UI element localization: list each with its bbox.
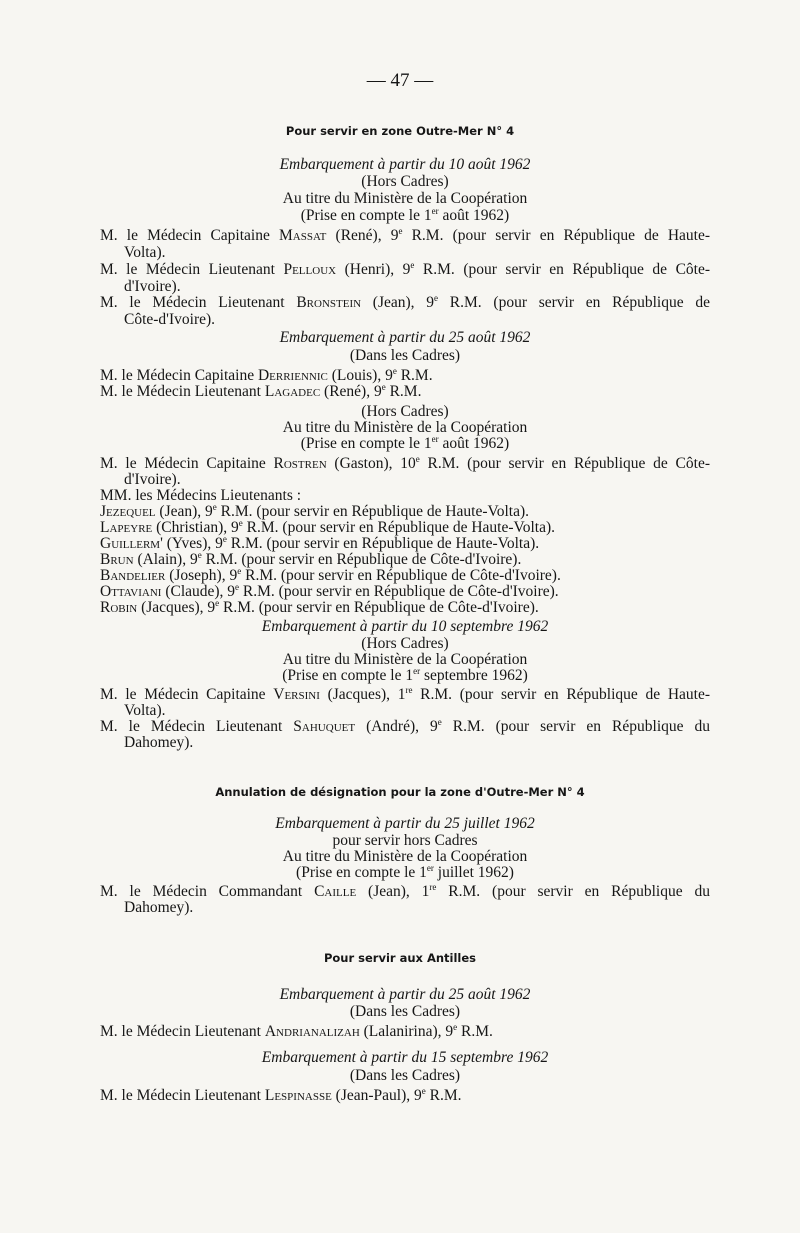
entry-text: (Henri), 9 xyxy=(336,261,411,278)
entry-line xyxy=(100,227,710,244)
lieutenant-entry xyxy=(100,567,561,584)
section-title: Annulation de désignation pour la zone d'Outre-Mer N° 4 xyxy=(215,785,585,799)
entry-text: (Lalanirina), 9 xyxy=(359,1023,454,1040)
entry-text: R.M. (pour servir en République de Côte-d'Ivoire). xyxy=(239,583,559,600)
ordinal: e xyxy=(212,501,217,512)
prise-text: juillet 1962) xyxy=(433,864,514,881)
ordinal: e xyxy=(215,597,220,608)
entry-text: M. le Médecin Capitaine xyxy=(100,227,279,244)
surname: Versini xyxy=(273,686,320,703)
ordinal: e xyxy=(434,292,439,303)
entry-text: M. le Médecin Lieutenant xyxy=(100,1087,265,1104)
entry-text: R.M. (pour servir en République du xyxy=(441,718,710,735)
entry-line xyxy=(100,1087,462,1104)
entry-text: R.M. (pour servir en République de xyxy=(438,294,710,311)
surname: Derriennic xyxy=(257,367,328,384)
entry-line xyxy=(100,294,710,311)
ordinal: re xyxy=(405,684,413,695)
ordinal: e xyxy=(437,716,442,727)
prise-text: (Prise en compte le 1 xyxy=(282,667,414,684)
entry-text: R.M. (pour servir en République de Haute- xyxy=(402,227,711,244)
lieutenant-entry xyxy=(100,519,555,536)
status-line: (Hors Cadres) xyxy=(361,403,449,420)
surname: Lagadec xyxy=(264,383,321,400)
surname: Andrianalizah xyxy=(264,1023,360,1040)
surname: Sahuquet xyxy=(293,718,356,735)
surname: Bronstein xyxy=(296,294,362,311)
embarkation-heading: Embarquement à partir du 25 août 1962 xyxy=(279,329,531,346)
entry-continuation: d'Ivoire). xyxy=(124,278,181,295)
entry-continuation: Volta). xyxy=(124,244,166,261)
ordinal: e xyxy=(415,453,420,464)
ordinal: e xyxy=(421,1085,426,1096)
entry-text: R.M. (pour servir en République de Haute-Volta). xyxy=(242,519,556,536)
surname: Ottaviani xyxy=(100,583,162,600)
embarkation-heading: Embarquement à partir du 10 septembre 1962 xyxy=(261,618,549,635)
lieutenant-entry xyxy=(100,551,521,568)
surname: Robin xyxy=(100,599,138,616)
entry-text: (René), 9 xyxy=(326,227,399,244)
entry-continuation: Dahomey). xyxy=(124,734,194,751)
ordinal: e xyxy=(235,581,240,592)
ordinal: e xyxy=(237,565,242,576)
entry-text: (Christian), 9 xyxy=(152,519,239,536)
lieutenant-entry xyxy=(100,535,539,552)
page-number: — 47 — xyxy=(366,70,434,91)
embarkation-heading: Embarquement à partir du 10 août 1962 xyxy=(279,156,531,173)
entry-continuation: d'Ivoire). xyxy=(124,471,181,488)
ordinal: er xyxy=(431,433,439,444)
entry-text: (Alain), 9 xyxy=(133,551,198,568)
surname: Pelloux xyxy=(283,261,337,278)
entry-text: (Jacques), 9 xyxy=(137,599,216,616)
entry-text: (André), 9 xyxy=(355,718,438,735)
entry-line xyxy=(100,883,710,900)
prise-text: (Prise en compte le 1 xyxy=(300,435,432,452)
prise-en-compte xyxy=(0,667,800,684)
entry-text: M. le Médecin Capitaine xyxy=(100,686,274,703)
entry-text: R.M. (pour servir en République de Haute-Volta). xyxy=(226,535,540,552)
entry-text: R.M. xyxy=(425,1087,462,1104)
ordinal: er xyxy=(431,205,439,216)
entry-line xyxy=(100,1023,493,1040)
lieutenant-entry xyxy=(100,599,539,616)
ministry-line: Au titre du Ministère de la Coopération xyxy=(282,651,528,668)
ordinal: e xyxy=(197,549,202,560)
entry-text: (Claude), 9 xyxy=(161,583,236,600)
entry-text: (Joseph), 9 xyxy=(165,567,238,584)
entry-text: (René), 9 xyxy=(320,383,382,400)
entry-text: R.M. xyxy=(385,383,422,400)
prise-text: (Prise en compte le 1 xyxy=(300,207,432,224)
embarkation-heading: Embarquement à partir du 15 septembre 1962 xyxy=(261,1049,549,1066)
status-line: (Dans les Cadres) xyxy=(349,347,461,364)
entry-text: M. le Médecin Capitaine xyxy=(100,455,274,472)
lieutenant-entry xyxy=(100,503,529,520)
entry-line xyxy=(100,261,710,278)
surname: Guillerm' xyxy=(100,535,163,552)
surname: Rostren xyxy=(273,455,327,472)
prise-text: août 1962) xyxy=(438,207,510,224)
entry-continuation: Côte-d'Ivoire). xyxy=(124,311,216,328)
prise-en-compte xyxy=(0,207,800,224)
ministry-line: Au titre du Ministère de la Coopération xyxy=(282,419,528,436)
ordinal: er xyxy=(426,862,434,873)
entry-line xyxy=(100,383,421,400)
entry-text: (Jean), 1 xyxy=(356,883,430,900)
entry-text: M. le Médecin Lieutenant xyxy=(100,383,265,400)
ministry-line: Au titre du Ministère de la Coopération xyxy=(282,190,528,207)
ordinal: e xyxy=(398,225,403,236)
prise-text: (Prise en compte le 1 xyxy=(296,864,427,881)
entry-continuation: Dahomey). xyxy=(124,899,194,916)
entry-text: M. le Médecin Lieutenant xyxy=(100,294,297,311)
status-line: (Hors Cadres) xyxy=(361,635,449,652)
entry-text: R.M. (pour servir en République de Haute- xyxy=(412,686,710,703)
entry-continuation: Volta). xyxy=(124,702,166,719)
entry-text: (Jean-Paul), 9 xyxy=(331,1087,422,1104)
entry-line xyxy=(100,718,710,735)
entry-line xyxy=(100,455,710,472)
entry-text: R.M. (pour servir en République de Côte- xyxy=(414,261,710,278)
mm-heading: MM. les Médecins Lieutenants : xyxy=(100,487,302,504)
ordinal: e xyxy=(381,381,386,392)
entry-text: (Gaston), 10 xyxy=(326,455,416,472)
ordinal: er xyxy=(413,665,421,676)
prise-text: août 1962) xyxy=(438,435,510,452)
embarkation-heading: Embarquement à partir du 25 juillet 1962 xyxy=(275,815,535,832)
entry-text: R.M. (pour servir en République de Côte- xyxy=(419,455,710,472)
entry-text: R.M. xyxy=(396,367,433,384)
entry-text: (Jean), 9 xyxy=(155,503,213,520)
ordinal: e xyxy=(222,533,227,544)
entry-text: R.M. (pour servir en République de Côte-d'Ivoire). xyxy=(241,567,561,584)
surname: Caille xyxy=(314,883,357,900)
ordinal: e xyxy=(410,259,415,270)
surname: Bandelier xyxy=(100,567,166,584)
entry-text: (Jean), 9 xyxy=(361,294,435,311)
surname: Brun xyxy=(100,551,134,568)
entry-text: R.M. (pour servir en République de Côte-d'Ivoire). xyxy=(219,599,539,616)
surname: Jezequel xyxy=(100,503,156,520)
surname: Massat xyxy=(279,227,327,244)
embarkation-heading: Embarquement à partir du 25 août 1962 xyxy=(279,986,531,1003)
surname: Lapeyre xyxy=(100,519,153,536)
entry-text: R.M. (pour servir en République de Haute-Volta). xyxy=(216,503,530,520)
entry-text: M. le Médecin Lieutenant xyxy=(100,261,284,278)
entry-text: (Yves), 9 xyxy=(162,535,223,552)
prise-en-compte xyxy=(0,435,800,452)
surname: Lespinasse xyxy=(264,1087,332,1104)
entry-text: M. le Médecin Lieutenant xyxy=(100,718,294,735)
lieutenant-entry xyxy=(100,583,559,600)
ordinal: re xyxy=(429,881,437,892)
entry-line xyxy=(100,686,710,703)
entry-text: M. le Médecin Lieutenant xyxy=(100,1023,265,1040)
entry-text: (Louis), 9 xyxy=(327,367,393,384)
ordinal: e xyxy=(453,1021,458,1032)
entry-text: M. le Médecin Capitaine xyxy=(100,367,258,384)
entry-text: R.M. (pour servir en République de Côte-d'Ivoire). xyxy=(201,551,522,568)
entry-text: R.M. (pour servir en République du xyxy=(436,883,710,900)
entry-text: M. le Médecin Commandant xyxy=(100,883,315,900)
status-line: (Dans les Cadres) xyxy=(349,1067,461,1084)
section-title: Pour servir en zone Outre-Mer N° 4 xyxy=(285,124,515,138)
status-line: pour servir hors Cadres xyxy=(332,832,478,849)
status-line: (Dans les Cadres) xyxy=(349,1003,461,1020)
section-title: Pour servir aux Antilles xyxy=(323,951,477,965)
prise-en-compte xyxy=(0,864,800,881)
status-line: (Hors Cadres) xyxy=(361,173,449,190)
ordinal: e xyxy=(392,365,397,376)
entry-text: (Jacques), 1 xyxy=(319,686,406,703)
entry-text: R.M. xyxy=(457,1023,493,1040)
ordinal: e xyxy=(238,517,243,528)
prise-text: septembre 1962) xyxy=(420,667,528,684)
ministry-line: Au titre du Ministère de la Coopération xyxy=(282,848,528,865)
